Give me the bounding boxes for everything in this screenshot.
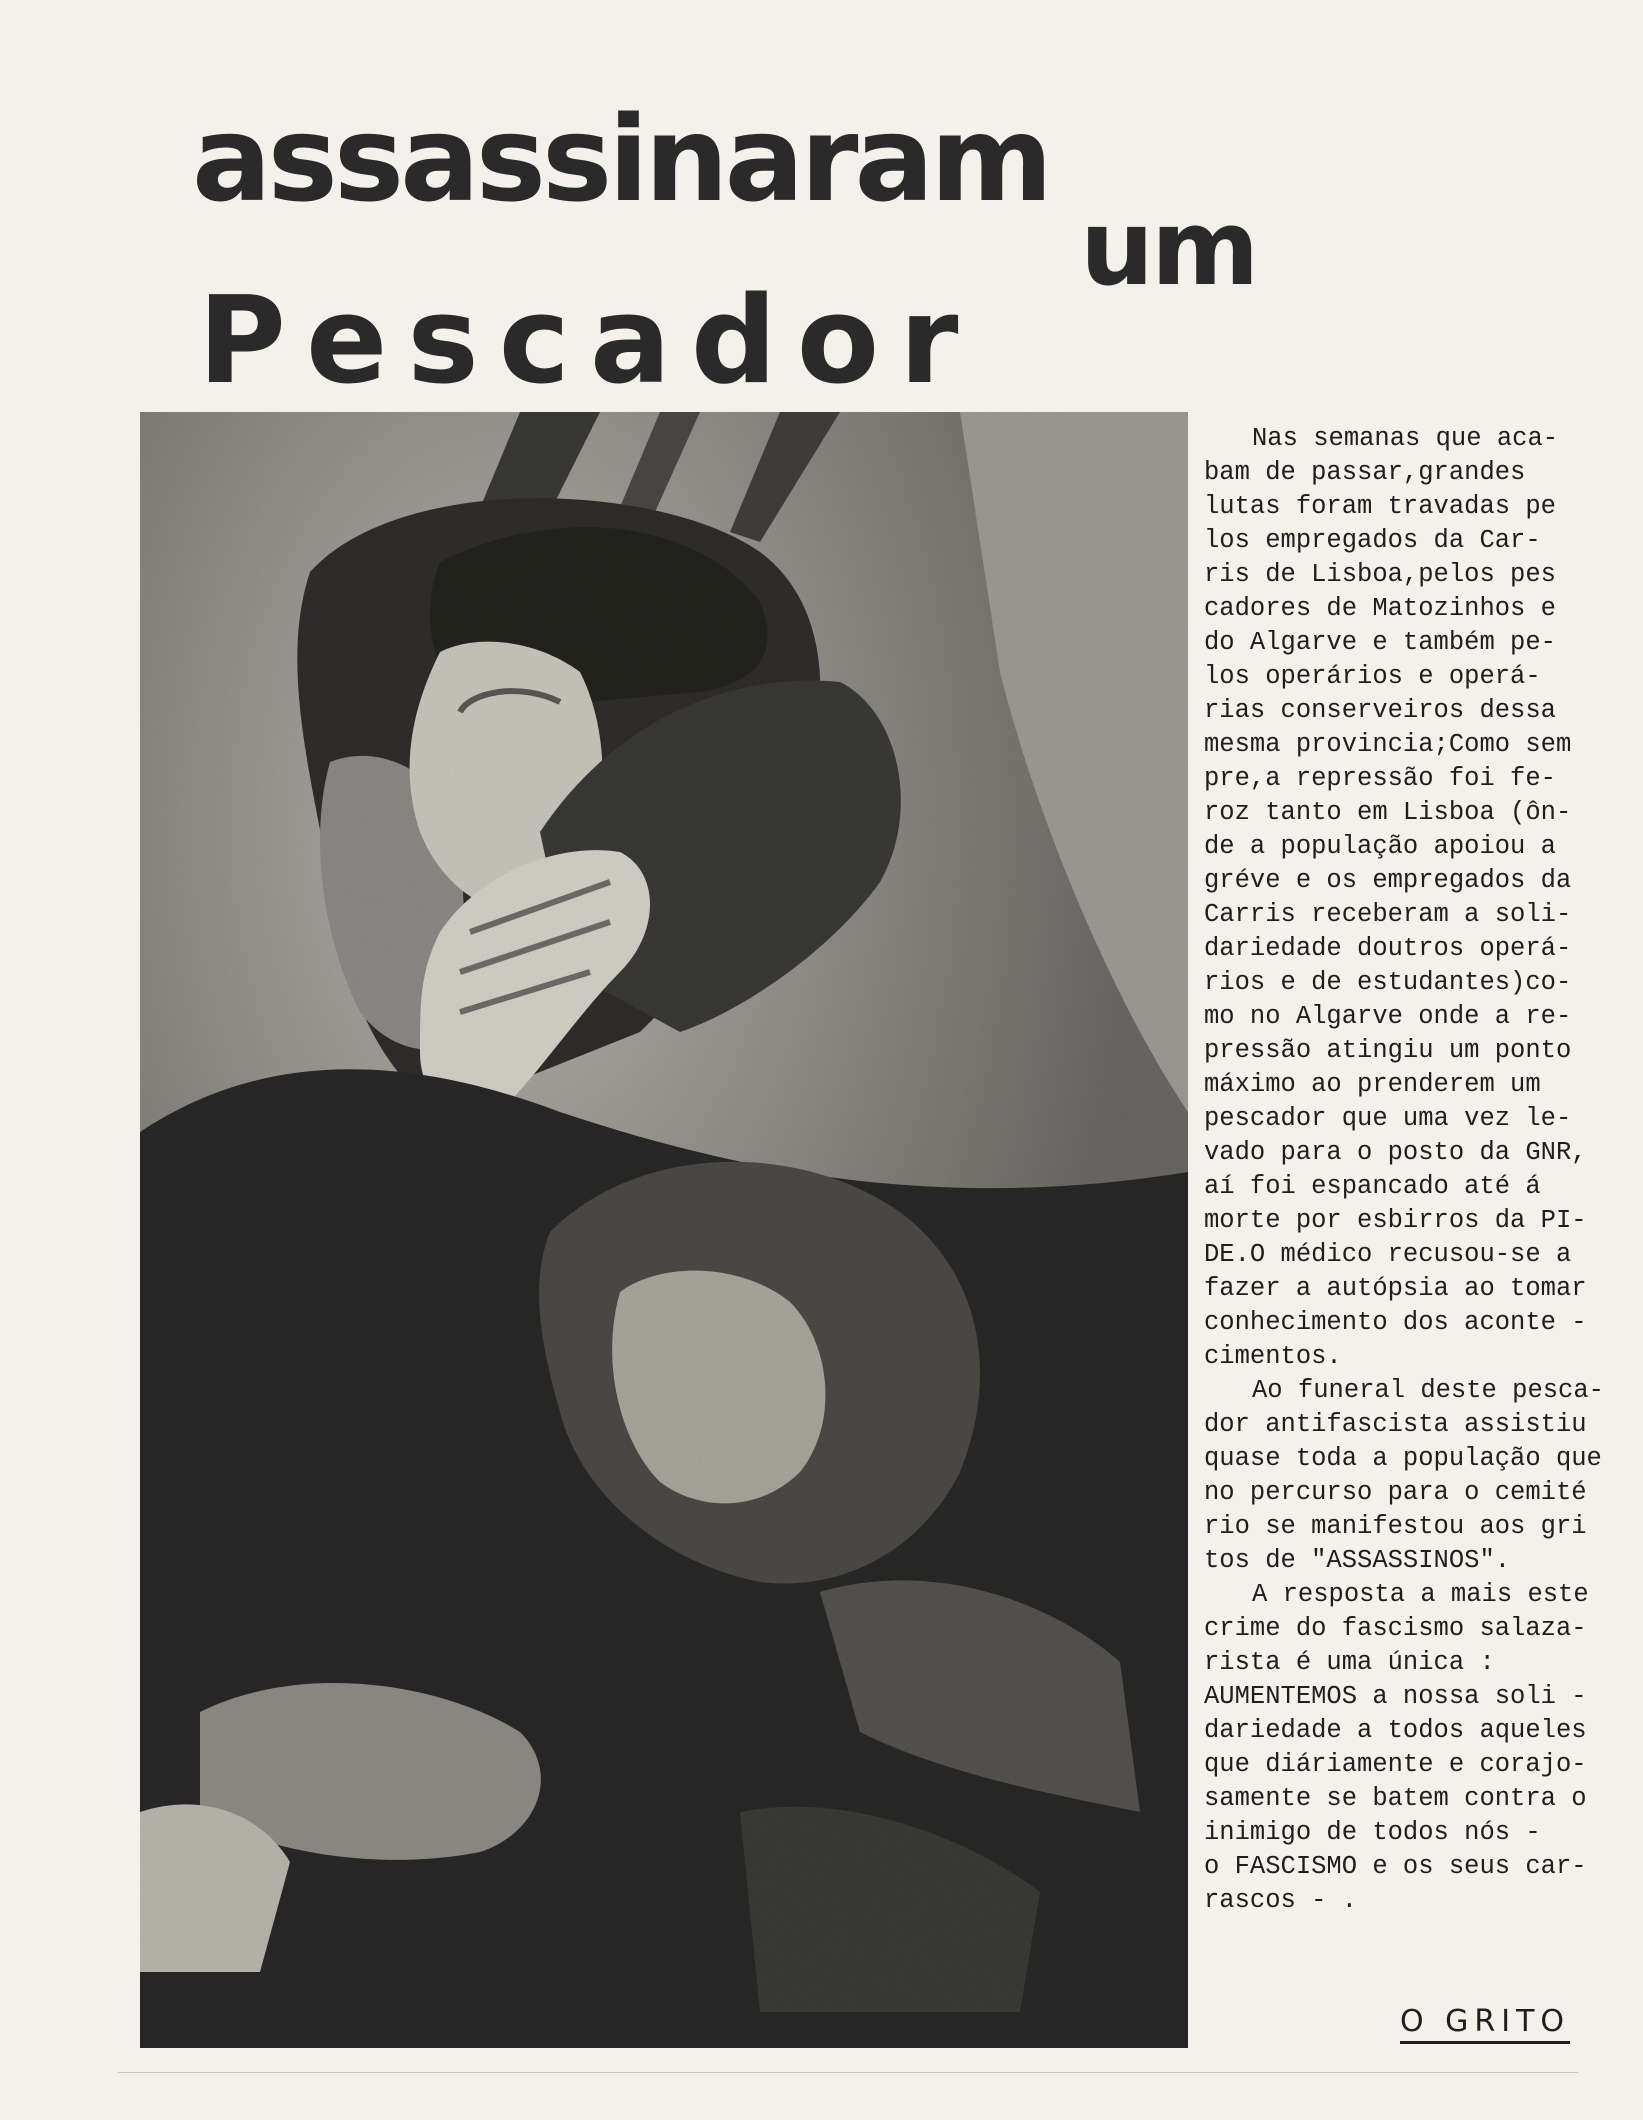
fishermen-photo [140, 412, 1188, 2048]
article-paragraph-1: Nas semanas que aca- bam de passar,grandes lutas foram travadas pe los empregados da Car- ris de Lisboa,pelos pes cadores de Matozinhos e do Algarve e também pe- los operários e operá- rias conserveiros dessa mesma provincia;Como sem pre,a repressão foi fe- roz tanto em Lisboa (ôn- de a população apoiou a gréve e os empregados da Carris receberam a soli- dariedade doutros operá- rios e de estudantes)co- mo no Algarve onde a re- pressão atingiu um ponto máximo ao prenderem um pescador que uma vez le- vado para o posto da GNR, aí foi espancado até á morte por esbirros da PI- DE.O médico recusou-se a fazer a autópsia ao tomar conhecimento dos aconte - cimentos. [1204, 424, 1587, 1371]
signature: O GRITO [1400, 2004, 1570, 2044]
headline-line-3: Pescador [198, 272, 979, 411]
photo-illustration [140, 412, 1188, 2048]
headline-line-1: assassinaram [192, 90, 1050, 228]
headline-line-2: um [1080, 187, 1257, 309]
page-divider [118, 2072, 1578, 2073]
article-paragraph-3: A resposta a mais este crime do fascismo salaza- rista é uma única : AUMENTEMOS a nossa soli - dariedade a todos aqueles que diáriamente e corajo- samente se batem contra o inimigo de todos nós - o FASCISMO e os seus car- rascos - . [1204, 1580, 1589, 1915]
article-paragraph-2: Ao funeral deste pesca- dor antifascista assistiu quase toda a população que no percurso para o cemité rio se manifestou aos gri tos de "ASSASSINOS". [1204, 1376, 1604, 1575]
article-body [1204, 422, 1624, 1918]
